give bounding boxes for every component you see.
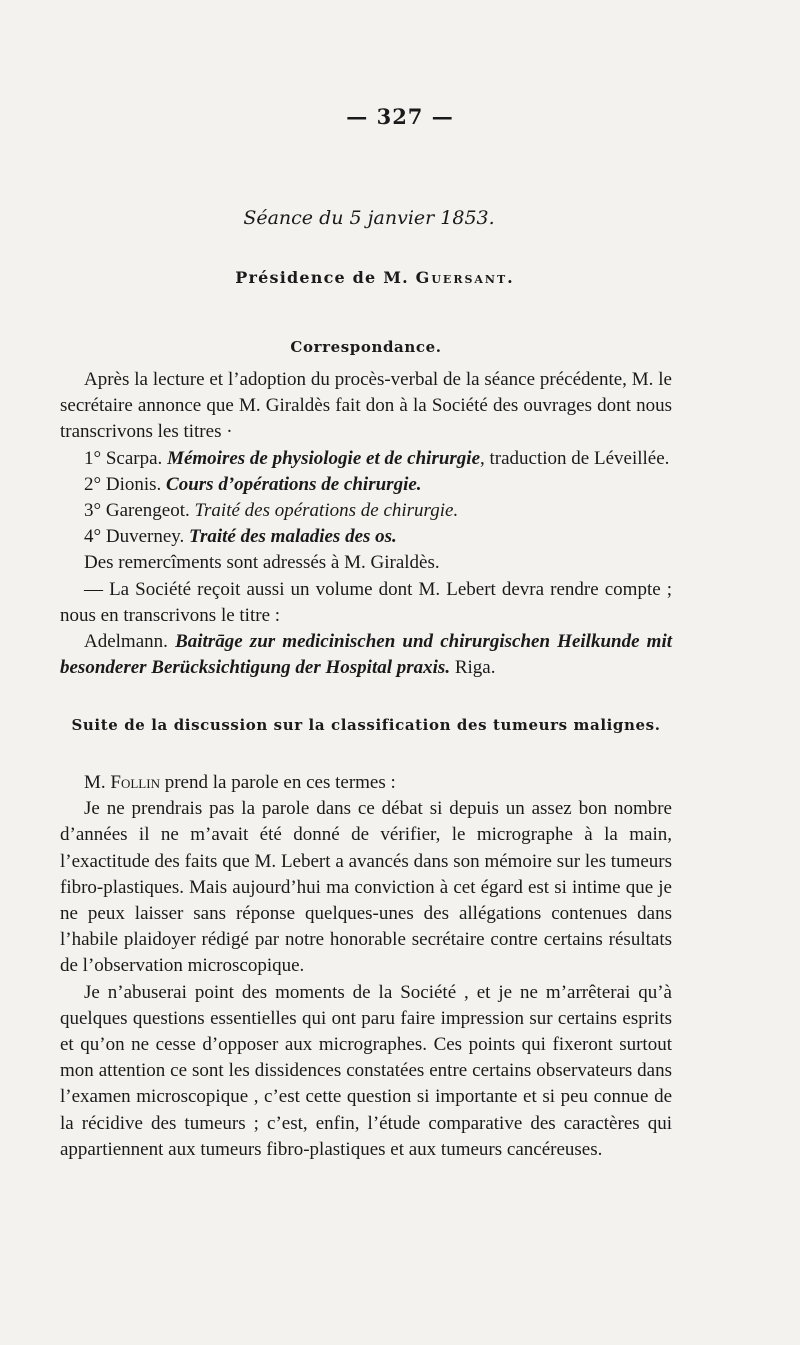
item-number: 4°	[84, 526, 102, 548]
speaker-line	[60, 770, 672, 796]
speaker-prefix: M.	[84, 772, 106, 793]
item-title: Mémoires de physiologie et de chirurgie	[167, 447, 481, 469]
presidence-prefix: Présidence de M.	[235, 268, 409, 287]
item-title: Traité des opérations de chirurgie.	[194, 500, 459, 522]
item-title: Cours d’opérations de chirurgie.	[166, 473, 422, 495]
item-title: Traité des maladies des os.	[189, 526, 397, 548]
thanks-line: Des remercîments sont adressés à M. Giraldès.	[84, 552, 440, 574]
item-author: Garengeot.	[105, 500, 190, 522]
list-item	[60, 498, 672, 524]
volume-received: — La Société reçoit aussi un volume dont M. Lebert devra rendre compte ; nous en transcrivons le titre :	[60, 578, 672, 626]
item-author: Dionis.	[105, 473, 162, 495]
adelmann-reference	[60, 629, 672, 681]
reference-author: Adelmann.	[84, 631, 168, 653]
presidence-line	[0, 268, 750, 287]
speaker-name: Follin	[110, 772, 160, 793]
item-number: 1°	[84, 447, 102, 469]
list-item	[60, 472, 672, 498]
speaker-rest: prend la parole en ces termes :	[159, 772, 396, 793]
page-number: — 327 —	[346, 104, 454, 129]
president-name: Guersant.	[415, 268, 515, 287]
reference-place: Riga.	[450, 657, 496, 679]
section-heading-correspondance: Correspondance.	[290, 338, 442, 356]
discussion-paragraph-1: Je ne prendrais pas la parole dans ce débat si depuis un assez bon nombre d’années il ne m’avait été donné de vérifier, le micrographe à la main, l’exactitude des faits que M. Lebert a avancés dans son mémoire sur les tumeurs fibro-plastiques. Mais aujourd’hui ma conviction à cet égard est si intime que je ne peux laisser sans réponse quelques-unes des allégations contenues dans l’habile plaidoyer rédigé par notre honorable secrétaire contre certains résultats de l’observation microscopique.	[60, 798, 672, 977]
item-rest: , traduction de Léveillée.	[480, 447, 670, 469]
discussion-body	[60, 770, 672, 1163]
reference-title: Baitrāge zur medicinischen und chirurgischen Heilkunde mit besonderer Berücksichtigung der Hospital praxis.	[60, 631, 673, 679]
section-heading-suite: Suite de la discussion sur la classification des tumeurs malignes.	[71, 716, 661, 734]
list-item	[60, 446, 672, 472]
correspondance-intro: Après la lecture et l’adoption du procès-verbal de la séance précédente, M. le secrétaire annonce que M. Giraldès fait don à la Société des ouvrages dont nous transcrivons les titres ·	[60, 369, 672, 443]
list-item	[60, 524, 672, 550]
session-title: Séance du 5 janvier 1853.	[243, 207, 495, 229]
item-number: 3°	[84, 500, 102, 522]
item-number: 2°	[84, 473, 102, 495]
correspondance-body	[60, 367, 672, 681]
item-author: Scarpa.	[105, 447, 163, 469]
discussion-paragraph-2: Je n’abuserai point des moments de la Société , et je ne m’arrêterai qu’à quelques questions essentielles qui ont paru faire impression sur certains esprits et qu’on ne cesse d’opposer aux micrographes. Ces points qui fixeront surtout mon attention ce sont les dissidences constatées entre certains observateurs dans l’examen microscopique , c’est cette question si importante et si peu connue de la récidive des tumeurs ; c’est, enfin, l’étude comparative des caractères qui appartiennent aux tumeurs fibro-plastiques et aux tumeurs cancéreuses.	[60, 981, 672, 1160]
item-author: Duverney.	[105, 526, 185, 548]
